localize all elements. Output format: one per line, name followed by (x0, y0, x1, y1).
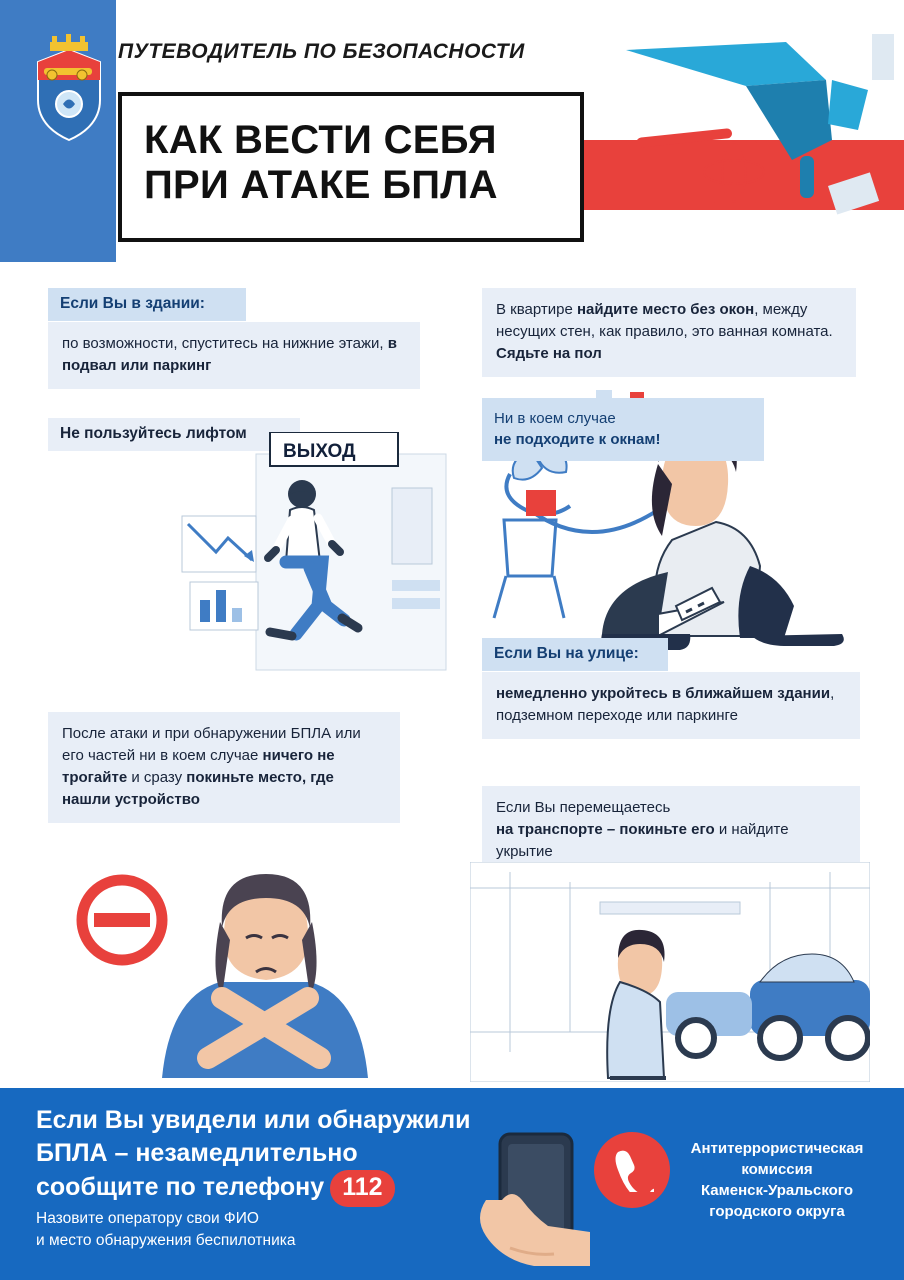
building-text-bold: в подвал или паркинг (62, 335, 397, 374)
street-bold: немедленно укройтесь в ближайшем здании (496, 685, 831, 702)
prohibition-woman-illustration (60, 862, 420, 1082)
coat-of-arms-icon (30, 34, 108, 144)
footer-headline (36, 1104, 506, 1207)
street-text: , подземном переходе или паркинге (496, 685, 835, 724)
footer-note-a: Назовите оператору свои ФИО (36, 1210, 259, 1227)
building-text-plain: по возможности, спуститесь на нижние этажи, (62, 335, 388, 352)
tag-do-not-use-lift: Не пользуйтесь лифтом (48, 418, 300, 451)
after-bold-2: покиньте место, где нашли устройство (62, 769, 334, 808)
title-line-2: ПРИ АТАКЕ БПЛА (144, 163, 498, 207)
after-bold-1: ничего не трогайте (62, 747, 335, 786)
parking-illustration (470, 862, 870, 1082)
transport-bold: на транспорте – покиньте его (496, 821, 715, 838)
tag-do-not-approach-windows (482, 398, 764, 461)
hand-holding-phone-illustration (470, 1130, 610, 1278)
tag-if-on-street: Если Вы на улице: (482, 638, 668, 671)
page-title (118, 92, 584, 242)
text-street-advice (482, 672, 860, 739)
tag-if-in-building: Если Вы в здании: (48, 288, 246, 321)
org-line-b: комиссия (741, 1161, 813, 1178)
text-building-advice (48, 322, 420, 389)
after-text-2: и сразу (127, 769, 187, 786)
flat-bold-2: Сядьте на пол (496, 345, 602, 362)
phone-handset-icon (612, 1148, 654, 1192)
flat-text-2: , между несущих стен, как правило, это ванная комната. (496, 301, 833, 340)
footer-line-b: БПЛА – незамедлительно (36, 1139, 358, 1167)
kicker-text: ПУТЕВОДИТЕЛЬ ПО БЕЗОПАСНОСТИ (118, 40, 525, 63)
flat-bold-1: найдите место без окон (577, 301, 755, 318)
org-line-a: Антитеррористическая (690, 1140, 864, 1157)
windows-bold: не подходите к окнам! (494, 431, 661, 448)
footer-line-a: Если Вы увидели или обнаружили (36, 1106, 471, 1134)
transport-text-1: Если Вы перемещаетесь (496, 799, 671, 816)
flat-text-1: В квартире (496, 301, 577, 318)
org-line-d: городского округа (709, 1203, 845, 1220)
running-to-exit-illustration (170, 432, 460, 672)
drone-illustration (596, 20, 896, 250)
title-line-1: КАК ВЕСТИ СЕБЯ (144, 118, 497, 162)
emergency-phone-badge: 112 (330, 1170, 394, 1207)
after-text-1: После атаки и при обнаружении БПЛА или его частей ни в коем случае (62, 725, 361, 764)
footer-organization (672, 1138, 882, 1222)
header (0, 0, 904, 262)
org-line-c: Каменск-Уральского (700, 1182, 854, 1199)
text-flat-advice (482, 288, 856, 377)
transport-text-2: и найдите укрытие (496, 821, 789, 860)
footer-line-c: сообщите по телефону (36, 1173, 325, 1201)
windows-text-1: Ни в коем случае (494, 410, 616, 427)
text-after-attack (48, 712, 400, 823)
footer-note (36, 1208, 456, 1252)
footer-note-b: и место обнаружения беспилотника (36, 1232, 296, 1249)
exit-sign-label: ВЫХОД (283, 441, 356, 462)
